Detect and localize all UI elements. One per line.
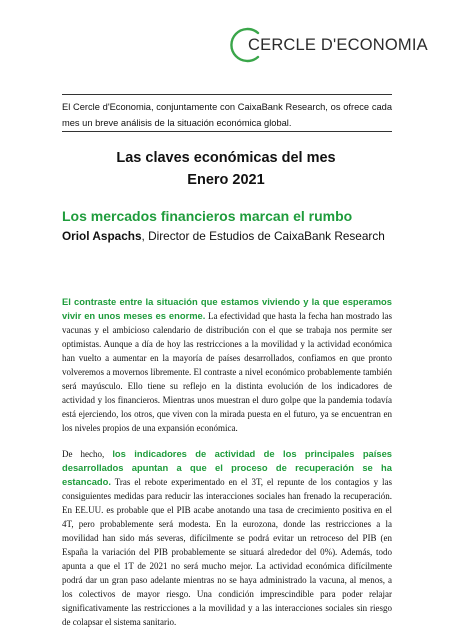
page-title: Las claves económicas del mes <box>116 150 336 166</box>
paragraph-2-lead: De hecho, <box>62 449 113 459</box>
paragraph-2-highlight: los indicadores de actividad de los principales países desarrollados apuntan a que el proceso de recuperación se ha estancado. <box>62 448 393 487</box>
author-name: Oriol Aspachs <box>62 229 142 243</box>
paragraph-2-body: Tras el rebote experimentado en el 3T, el repunte de los contagios y las consiguientes medidas para reducir las interacciones sociales han frenado la recuperación. En EE.UU. es probable que el PIB acabe anotando una tasa de crecimiento positiva en el 4T, pero probablemente será modesta. En la eurozona, donde las restricciones a la movilidad han sido más severas, difícilmente se podrá evitar un retroceso del PIB (en España la variación del PIB probablemente se situará alrededor del 0%). Además, todo apunta a que el 1T de 2021 no será mucho mejor. La actividad económica difícilmente podrá dar un gran paso adelante mientras no se haya administrado la vacuna, al menos, a los colectivos de mayor riesgo. Una condición imprescindible para poder relajar significativamente las restricciones a la movilidad y a las interacciones sociales sin riesgo de colapsar el sistema sanitario. <box>62 477 392 627</box>
paragraph-1 <box>62 295 392 435</box>
paragraph-2 <box>62 447 392 629</box>
page-date: Enero 2021 <box>187 172 265 188</box>
paragraph-1-highlight: El contraste entre la situación que estamos viviendo y la que esperamos vivir en unos meses es enorme. <box>62 296 392 321</box>
intro-text: El Cercle d'Economia, conjuntamente con CaixaBank Research, os ofrece cada mes un breve análisis de la situación económica global. <box>62 102 392 128</box>
logo-text: CERCLE D'ECONOMIA <box>248 36 428 54</box>
intro-rule <box>62 131 392 132</box>
top-rule <box>62 94 392 95</box>
cercle-logo <box>228 25 428 65</box>
byline <box>62 229 385 243</box>
paragraph-1-body: La efectividad que hasta la fecha han mostrado las vacunas y el ambicioso calendario de distribución con el que se trabaja nos permite ser optimistas. Aunque a día de hoy las restricciones a la movilidad y la actividad económica han vuelto a aumentar en la mayoría de países desarrollados, confiamos en que pronto volveremos a movernos libremente. El contraste a nivel económico probablemente también será mayúsculo. Ello tiene su reflejo en la distinta evolución de los indicadores de actividad y los financieros. Mientras unos muestran el duro golpe que la pandemia todavía está ejerciendo, los otros, que viven con la mirada puesta en el futuro, ya se encuentran en los niveles propios de una expansión económica. <box>62 311 392 433</box>
author-role: , Director de Estudios de CaixaBank Research <box>141 229 385 243</box>
article-headline: Los mercados financieros marcan el rumbo <box>62 208 353 224</box>
